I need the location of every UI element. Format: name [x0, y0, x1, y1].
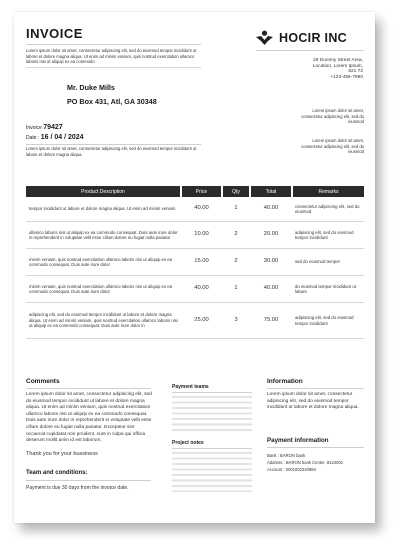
terms-text: Payment is due 30 days from the invoice date.	[26, 485, 129, 491]
comments-text: Lorem ipsum dolor sit amet, consectetur adipiscing elit, sed do eiusmod tempor incididunt ut labore et dolore magna aliqua. Ut enim ad minim veniam, quis nostrud exercitation ullamco laboris nisi ut aliquip ex ea commodo consequat. Duis aute irure dolor in reprehenderit in voluptate velit esse cillum dolore eu fugiat nulla pariatur. Excepteur sint occaecat cupidatat non proident, sunt in culpa qui officia deserunt mollit anim id est laborum.	[26, 392, 152, 444]
row-description: minim veniam, quis nostrud exercitation ullamco laboris nisi ut aliquip ex ea commodo consequat. Duis aute irure dolor	[26, 249, 181, 276]
address-line: 29 Dummy Street Area,	[313, 58, 363, 63]
comments-divider	[26, 388, 151, 389]
logo-divider	[256, 50, 364, 51]
row-total: 40.00	[250, 276, 292, 303]
terms-divider	[26, 480, 151, 481]
header-qty: Qty	[222, 186, 250, 197]
client-name: Mr. Duke Mills	[67, 83, 115, 92]
table-row	[26, 222, 364, 249]
row-price: 40.00	[181, 197, 222, 222]
table-row	[26, 303, 364, 339]
payment-info-divider	[267, 447, 364, 448]
table-row	[26, 276, 364, 303]
bank-address: Address : BARON bank Center, 8124001	[267, 460, 344, 465]
side-note-2: Lorem ipsum dolor sit amet, consectetur adipiscing elit, sed do eiusmod	[301, 138, 364, 155]
meta-divider	[26, 144, 201, 145]
company-name: HOCIR INC	[279, 30, 347, 45]
row-qty: 1	[222, 276, 250, 303]
invoice-title: INVOICE	[26, 26, 83, 41]
information-divider	[267, 388, 364, 389]
row-qty: 2	[222, 222, 250, 249]
intro-divider	[26, 67, 201, 68]
side-note-1: Lorem ipsum dolor sit amet, consectetur adipiscing elit, sed do eiusmod	[301, 108, 364, 125]
row-price: 25.00	[181, 303, 222, 339]
row-remarks: sed do eiusmod tempor	[292, 249, 364, 276]
row-remarks: adipiscing elit, sed do eiusmod tempor incididunt	[292, 303, 364, 339]
invoice-number: 79427	[43, 124, 63, 131]
row-description: tempor incididunt ut labore et dolore magna aliqua. Ut enim ad minim veniam	[26, 197, 181, 222]
project-notes-divider	[172, 448, 252, 449]
items-table	[26, 186, 364, 339]
row-total: 40.00	[250, 197, 292, 222]
address-line: 821 72	[348, 69, 363, 75]
row-remarks: consectetur adipiscing elit, sed do eiusmod	[292, 197, 364, 222]
company-address	[313, 58, 363, 80]
title-divider	[26, 44, 201, 45]
table-row	[26, 249, 364, 276]
information-text: Lorem ipsum dolor sit amet, consectetur adipiscing elit, sed do eiusmod tempor incididunt ut labore et dolore magna aliqua.	[267, 392, 359, 411]
row-total: 75.00	[250, 303, 292, 339]
address-line: +123-456-7890	[330, 74, 363, 80]
row-description: adipiscing elit, sed do eiusmod tempor incididunt ut labore et dolore magna aliqua. Ut enim ad minim veniam, quis nostrud exercitation ullamco laboris nisi ut aliquip ex ea commodo consequat. Duis aute irure dolor in	[26, 303, 181, 339]
bank-account: Account : 0001002340984	[267, 467, 316, 472]
row-remarks: adipiscing elit, sed do eiusmod tempor incididunt	[292, 222, 364, 249]
row-total: 20.00	[250, 222, 292, 249]
row-qty: 2	[222, 249, 250, 276]
invoice-sheet	[14, 12, 375, 523]
row-qty: 1	[222, 197, 250, 222]
invoice-date-label: Date :	[26, 135, 40, 141]
invoice-description: Lorem ipsum dolor sit amet, consectetur adipiscing elit, sed do eiusmod tempor incididunt ut labore et dolore magna aliqua.	[26, 146, 197, 157]
table-row	[26, 197, 364, 222]
row-price: 10.00	[181, 222, 222, 249]
row-description: minim veniam, quis nostrud exercitation ullamco laboris nisi ut aliquip ex ea commodo consequat. Duis aute irure dolor	[26, 276, 181, 303]
bank-name: Bank : BARON bank	[267, 453, 306, 458]
row-total: 30.00	[250, 249, 292, 276]
row-price: 15.00	[181, 249, 222, 276]
payment-details	[267, 452, 365, 473]
invoice-number-row	[26, 124, 63, 131]
header-description: Product Description	[26, 186, 181, 197]
table-header-row	[26, 186, 364, 197]
project-notes-title: Project notes	[172, 440, 204, 446]
project-notes-placeholder	[172, 452, 252, 492]
row-remarks: do eiusmod tempor incididunt ut labore	[292, 276, 364, 303]
terms-title: Team and conditions:	[26, 470, 88, 476]
payment-info-title: Payment information	[267, 437, 329, 444]
payment-teams-title: Payment teams	[172, 384, 209, 390]
invoice-date: 16 / 04 / 2024	[40, 134, 84, 141]
invoice-date-row	[26, 134, 84, 141]
row-description: ullamco laboris nisi ut aliquip ex ea commodo consequat. Duis aute irure dolor in reprehenderit in voluptate velit esse cillum dolore eu fugiat nulla pariatur	[26, 222, 181, 249]
payment-teams-placeholder	[172, 396, 252, 432]
intro-text: Lorem ipsum dolor sit amet, consectetur adipiscing elit, sed do eiusmod tempor incididunt ut labore et dolore magna aliqua. Ut enim ad minim veniam, quis nostrud exercitation ullamco laboris nisi ut aliquip ex ea commodo	[26, 48, 197, 65]
payment-teams-divider	[172, 392, 252, 393]
header-remarks: Remarks	[292, 186, 364, 197]
address-line: Location, Lorem Ipsum,	[312, 63, 363, 69]
company-logo-icon	[256, 30, 273, 45]
client-address: PO Box 431, Atl, GA 30348	[67, 97, 157, 106]
row-price: 40.00	[181, 276, 222, 303]
comments-title: Comments	[26, 378, 60, 385]
header-total: Total	[250, 186, 292, 197]
thanks-text: Thank you for your bussiness	[26, 451, 98, 457]
company-logo	[256, 30, 347, 45]
row-qty: 3	[222, 303, 250, 339]
invoice-number-label: Invoice	[26, 125, 42, 131]
information-title: Information	[267, 378, 303, 385]
header-price: Price	[181, 186, 222, 197]
